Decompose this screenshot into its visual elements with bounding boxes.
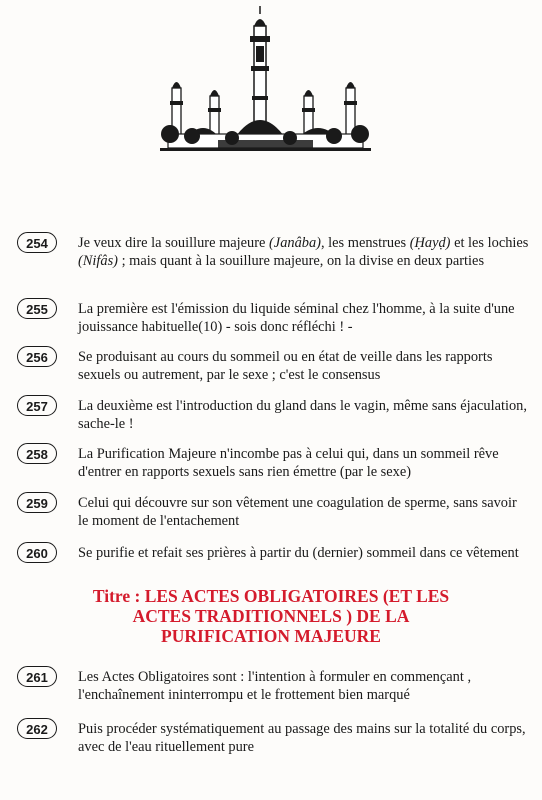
verse-number-badge: 257 (17, 395, 57, 416)
verse-text (78, 300, 530, 336)
verse-number-badge: 256 (17, 346, 57, 367)
verse-number-badge: 258 (17, 443, 57, 464)
italic-term: (Ḥayḍ) (409, 235, 451, 251)
verse-number-badge: 254 (17, 232, 57, 253)
text-run: ; mais quant à la souillure majeure, on la divise en deux parties (117, 253, 485, 269)
verse-number-badge: 261 (17, 666, 57, 687)
section-title-line-1: Titre : LES ACTES OBLIGATOIRES (ET LES (92, 586, 450, 606)
verse-text (78, 720, 530, 756)
verse-text (78, 494, 530, 530)
verse-number-badge: 260 (17, 542, 57, 563)
section-title (60, 586, 482, 646)
section-title-line-2: ACTES TRADITIONNELS ) DE LA (132, 606, 410, 626)
section-title-line-3: PURIFICATION MAJEURE (161, 626, 381, 646)
text-run: La Purification Majeure n'incombe pas à celui qui, dans un sommeil rêve d'entrer en rapports sexuels sans rien émettre (par le sexe) (78, 446, 499, 480)
text-run: La deuxième est l'introduction du gland dans le vagin, même sans éjaculation, sache-le ! (78, 398, 527, 432)
text-run: , les menstrues (320, 235, 410, 251)
text-run: Je veux dire la souillure majeure (78, 235, 270, 251)
text-run: et les lochies (450, 235, 529, 251)
text-run: La première est l'émission du liquide séminal chez l'homme, à la suite d'une jouissance habituelle(10) - sois donc réfléchi ! - (78, 301, 515, 335)
verse-text (78, 544, 530, 562)
italic-term: (Janâba) (269, 235, 321, 251)
text-run: Les Actes Obligatoires sont : l'intention à formuler en commençant , l'enchaînement ininterrompu et le frottement bien marqué (78, 669, 472, 703)
verse-number-badge: 259 (17, 492, 57, 513)
verse-text (78, 234, 530, 270)
verse-number-badge: 255 (17, 298, 57, 319)
verse-number-badge: 262 (17, 718, 57, 739)
verse-text (78, 445, 530, 481)
text-run: Celui qui découvre sur son vêtement une coagulation de sperme, sans savoir le moment de l'entachement (78, 495, 517, 529)
italic-term: (Nifâs) (78, 253, 118, 269)
mosque-illustration (158, 6, 373, 166)
verse-text (78, 397, 530, 433)
text-run: Se produisant au cours du sommeil ou en état de veille dans les rapports sexuels ou autrement, par le sexe ; c'est le consensus (78, 349, 493, 383)
verse-text (78, 668, 530, 704)
text-run: Puis procéder systématiquement au passage des mains sur la totalité du corps, avec de l'eau rituellement pure (78, 721, 526, 755)
text-run: Se purifie et refait ses prières à partir du (dernier) sommeil dans ce vêtement (78, 545, 519, 561)
verse-text (78, 348, 530, 384)
